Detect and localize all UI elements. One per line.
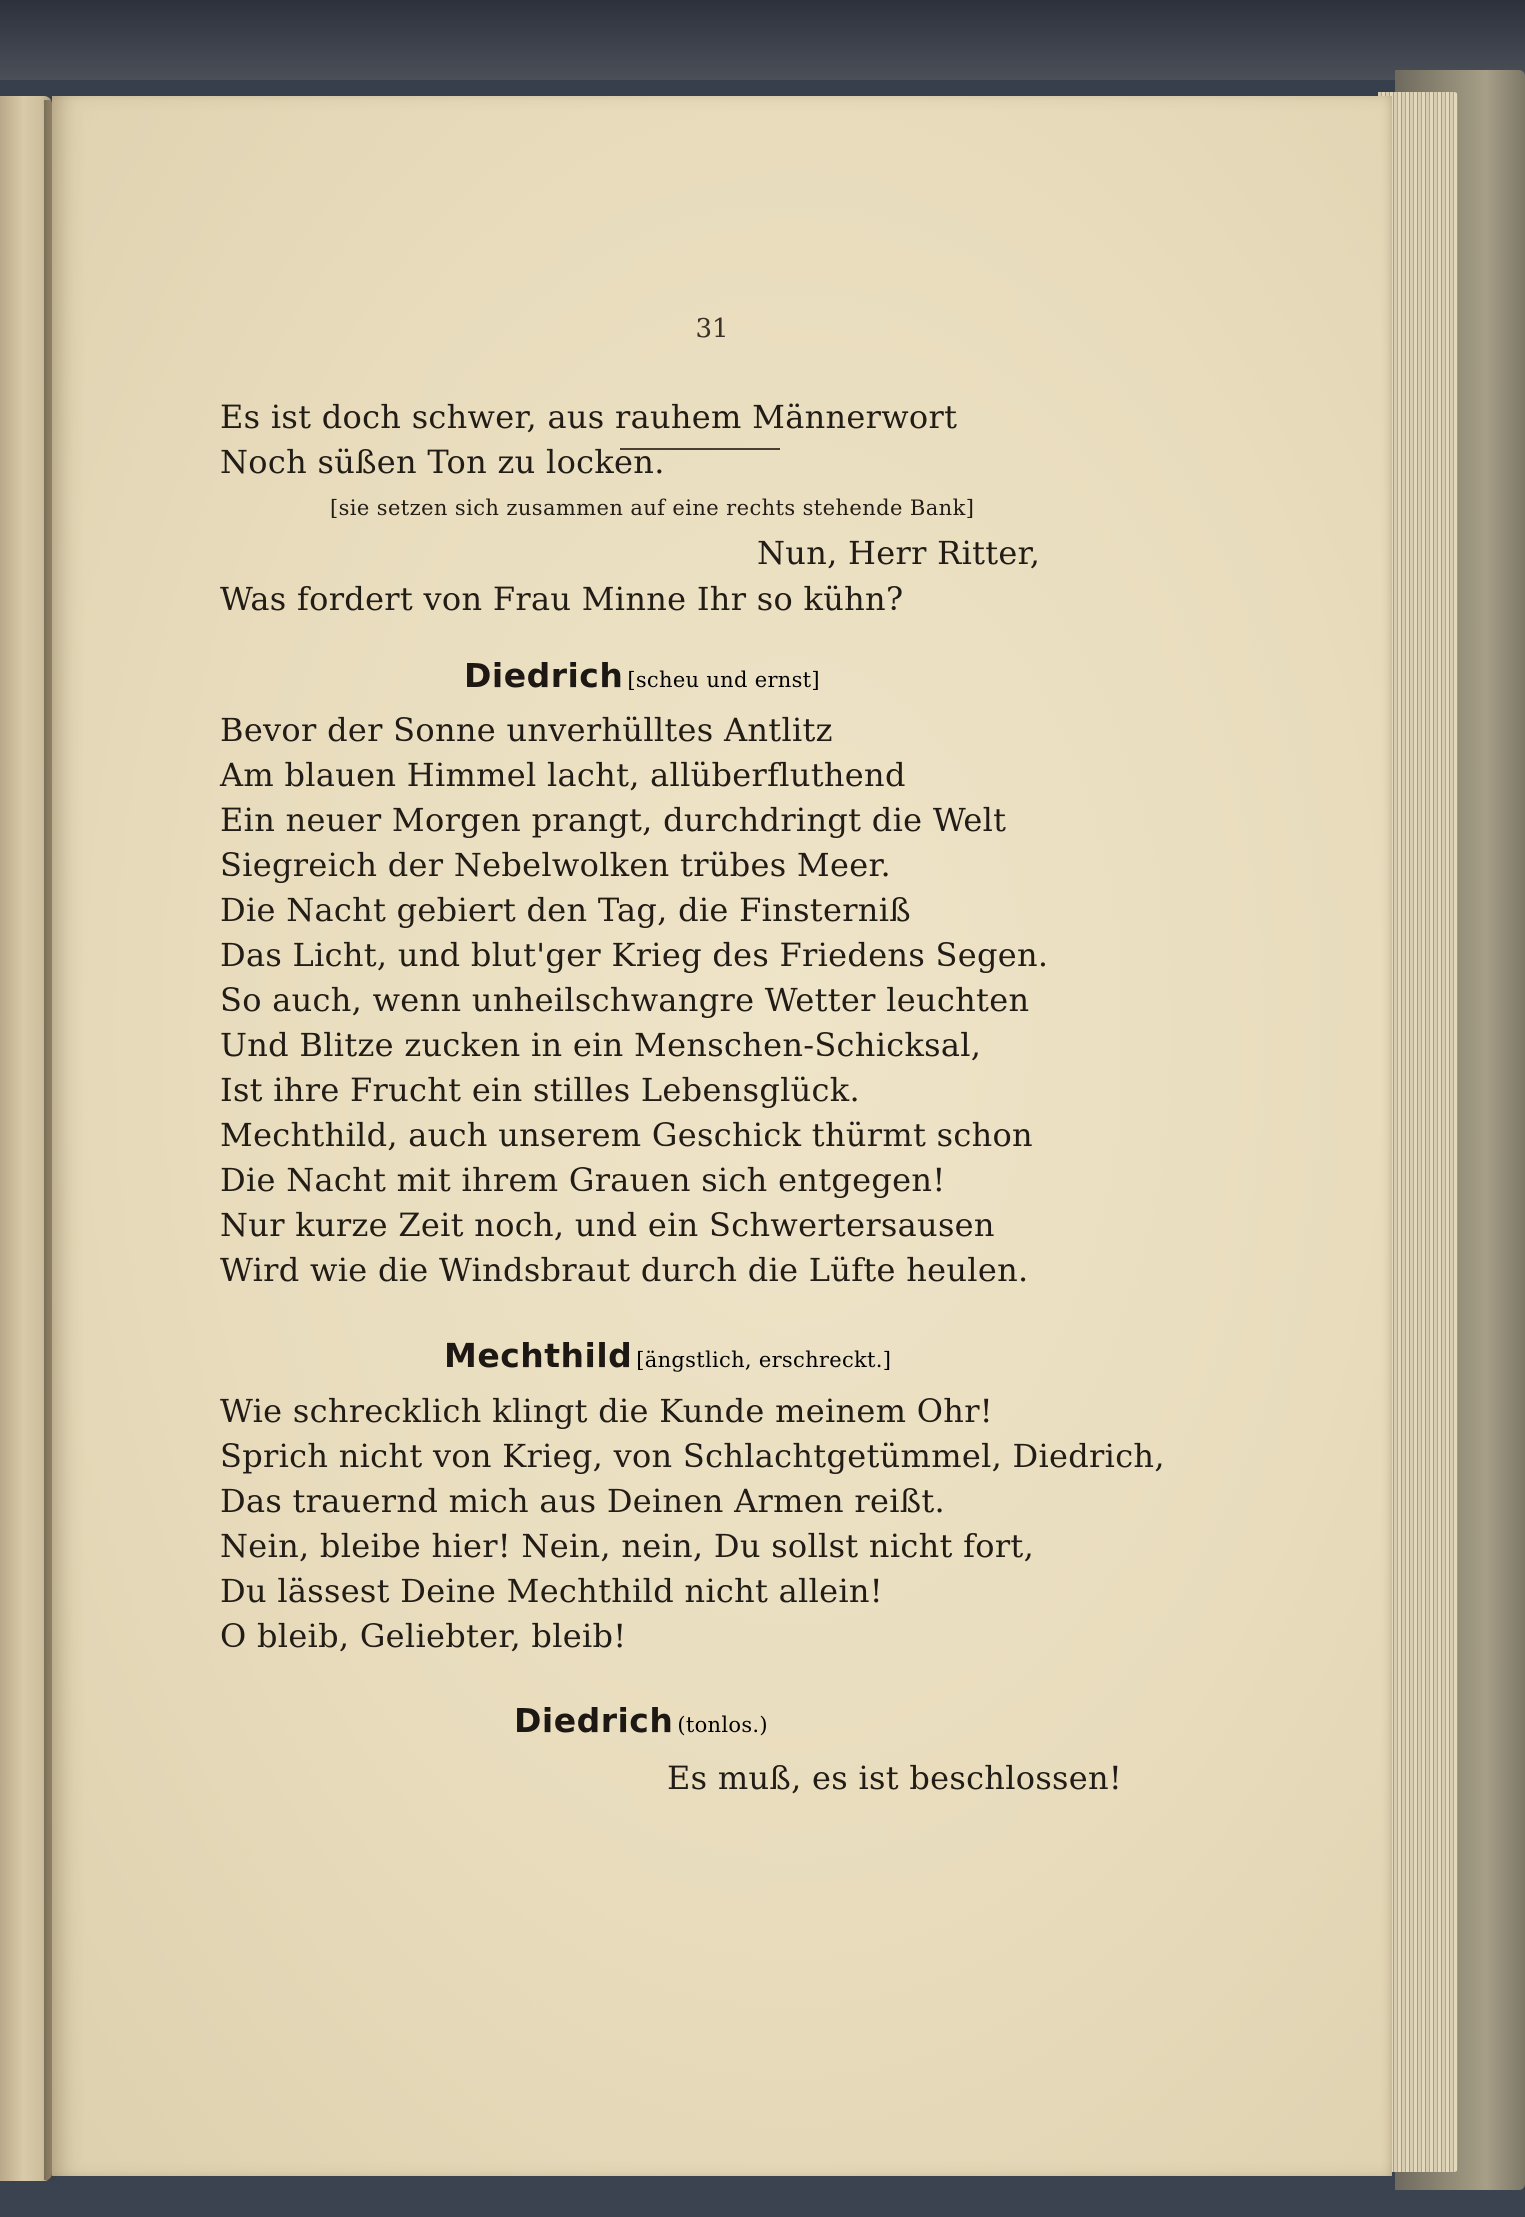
verse-line: Wird wie die Windsbraut durch die Lüfte heulen.	[220, 1251, 1029, 1289]
verse-line: Du lässest Deine Mechthild nicht allein!	[220, 1572, 883, 1610]
verse-line: Noch süßen Ton zu locken.	[220, 443, 665, 481]
speaker-name: Mechthild	[444, 1336, 633, 1375]
verse-line: Die Nacht mit ihrem Grauen sich entgegen!	[220, 1161, 946, 1199]
verse-line: O bleib, Geliebter, bleib!	[220, 1617, 627, 1655]
speaker-note: (tonlos.)	[677, 1713, 768, 1737]
speaker-name: Diedrich	[464, 656, 624, 695]
verse-line: Das Licht, und blut'ger Krieg des Friedens Segen.	[220, 936, 1049, 974]
book-cover-top	[0, 0, 1525, 80]
verse-line: Ein neuer Morgen prangt, durchdringt die Welt	[220, 801, 1007, 839]
verse-line: Sprich nicht von Krieg, von Schlachtgetümmel, Diedrich,	[220, 1437, 1165, 1475]
verse-line: Am blauen Himmel lacht, allüberfluthend	[220, 756, 906, 794]
verse-line: Wie schrecklich klingt die Kunde meinem Ohr!	[220, 1392, 993, 1430]
verse-line: Es ist doch schwer, aus rauhem Männerwort	[220, 398, 958, 436]
speaker-heading	[444, 1336, 891, 1375]
speaker-note: [scheu und ernst]	[627, 668, 820, 692]
stage-direction: [sie setzen sich zusammen auf eine rechts stehende Bank]	[330, 496, 975, 520]
speaker-heading	[514, 1701, 768, 1740]
verse-line: Es muß, es ist beschlossen!	[667, 1759, 1123, 1797]
verse-line: Siegreich der Nebelwolken trübes Meer.	[220, 846, 892, 884]
verse-line: Ist ihre Frucht ein stilles Lebensglück.	[220, 1071, 860, 1109]
page-number: 31	[695, 314, 729, 344]
speaker-note: [ängstlich, erschreckt.]	[636, 1348, 892, 1372]
verse-line: Nur kurze Zeit noch, und ein Schwertersausen	[220, 1206, 995, 1244]
verse-line: Die Nacht gebiert den Tag, die Finsterniß	[220, 891, 911, 929]
verse-line: Bevor der Sonne unverhülltes Antlitz	[220, 711, 833, 749]
verse-line: Und Blitze zucken in ein Menschen-Schicksal,	[220, 1026, 982, 1064]
verse-line: Was fordert von Frau Minne Ihr so kühn?	[220, 580, 904, 618]
verse-line: Das trauernd mich aus Deinen Armen reißt.	[220, 1482, 946, 1520]
book-page	[52, 96, 1392, 2176]
verse-line: Nein, bleibe hier! Nein, nein, Du sollst nicht fort,	[220, 1527, 1035, 1565]
verse-line: So auch, wenn unheilschwangre Wetter leuchten	[220, 981, 1030, 1019]
speaker-heading	[464, 656, 820, 695]
verse-line: Nun, Herr Ritter,	[757, 534, 1041, 572]
speaker-name: Diedrich	[514, 1701, 674, 1740]
verse-line: Mechthild, auch unserem Geschick thürmt schon	[220, 1116, 1033, 1154]
